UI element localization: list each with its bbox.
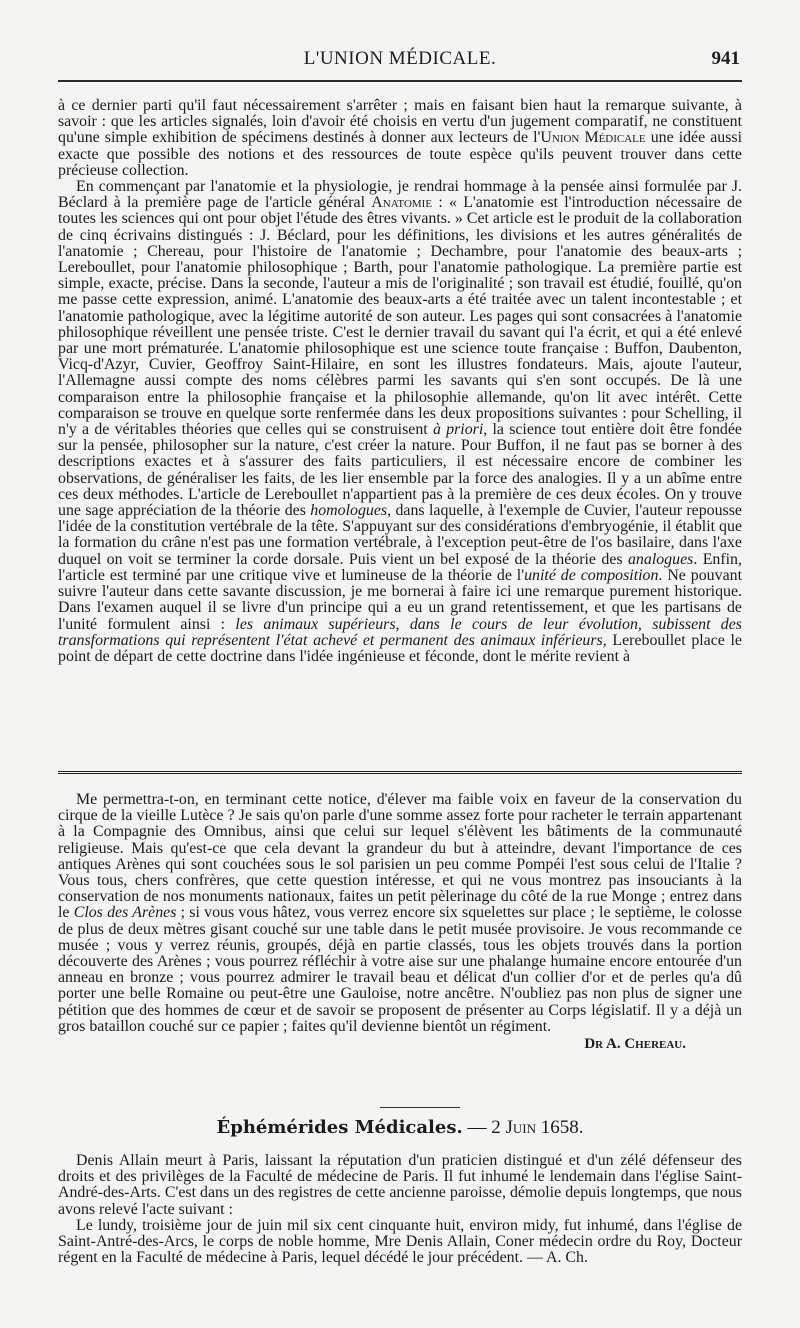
text-span: : « L'anatomie est l'introduction nécessaire de toutes les sciences qui ont pour objet l'étude des êtres vivants. » Cet article est le produit de la collaboration de cinq écrivains distingués : J. Béclard, pour les définitions, les divisions et les autres généralités de l'anatomie ; Chereau, pour l'histoire de l'anatomie ; Dechambre, pour l'anatomie des beaux-arts ; Lereboullet, pour l'anatomie philosophique ; Barth, pour l'anatomie pathologique. La première partie est simple, exacte, précise. Dans la seconde, l'auteur a mis de l'originalité ; son travail est étudié, fouillé, qu'on me passe cette expression, animé. L'anatomie des beaux-arts a été traitée avec un talent incontestable ; et l'anatomie pathologique, avec la légitime autorité de son auteur. Les pages qui sont consacrées à l'anatomie philosophique réveillent une pensée triste. C'est le dernier travail du savant qui l'a écrit, et qui a été enlevé par une mort prématurée. L'anatomie philosophique est une science toute française : Buffon, Daubenton, Vicq-d'Azyr, Cuvier, Geoffroy Saint-Hilaire, en sont les illustres fondateurs. Mais, ajoute l'auteur, l'Allemagne aussi compte des noms célèbres parmi les savants qui s'en sont occupés. De là une comparaison entre la philosophie française et la philosophie allemande, qu'on lit avec intérêt. Cette comparaison se trouve en quelque sorte renfermée dans les deux propositions suivantes : pour Schelling, il n'y a de véritables théories que celles qui se construisent — [58, 194, 743, 439]
page-header — [60, 46, 740, 76]
section-rule — [380, 1107, 460, 1108]
feuilleton-separator — [58, 771, 742, 777]
feuilleton-column — [58, 792, 742, 1052]
article-paragraph — [58, 179, 742, 665]
ephemerides-heading — [58, 1117, 742, 1139]
italic-term: homologues — [310, 502, 388, 520]
text-span: , la science tout entière doit être fondée sur la pensée, philosopher sur la nature, c'est créer la nature. Pour Buffon, il ne faut pas se borner à des descriptions exactes et à s'assurer des faits particuliers, il est nécessaire encore de combiner les observations, de généraliser les faits, de les lier ensemble par la force des analogies. Il y a un abîme entre ces deux méthodes. L'article de Lereboullet n'appartient pas à la première de ces deux écoles. On y trouve une sage appréciation de la théorie des — [58, 421, 742, 520]
text-span: Me permettra-t-on, en terminant cette notice, d'élever ma faible voix en faveur de la conservation du cirque de la vieille Lutèce ? Je sais qu'on parle d'une somme assez forte pour racheter le terrain appartenant à la Compagnie des Omnibus, ainsi que celui sur lequel s'élèvent les bâtiments de la communauté religieuse. Mais qu'est-ce que cela devant la grandeur du but à atteindre, devant l'importance de ces antiques Arènes qui sont couchées sous le sol parisien un peu comme Pompéi l'est sous celui de l'Italie ? Vous tous, chers confrères, que cette question intéresse, et qui ne vous montrez pas insouciants à la conservation de nos monuments nationaux, faites un petit pèlerinage du côté de la rue Monge ; entrez dans le — [58, 791, 742, 922]
heading-dash: — 2 — [462, 1117, 506, 1138]
heading-month: Juin — [505, 1117, 536, 1138]
journal-name: Union Médicale — [540, 129, 646, 147]
ephemerides-paragraph: Le lundy, troisième jour de juin mil six cent cinquante huit, environ midy, fut inhumé, dans l'église de Saint-Antré-des-Arcs, le corps de noble homme, Mre Denis Allain, Coner médecin ordre du Roy, Docteur régent en la Faculté de médecine à Paris, lequel décédé le jour précédent. — A. Ch. — [58, 1216, 742, 1267]
italic-term: à priori — [432, 421, 484, 439]
text-span: . Enfin, l'article est terminé par une critique vive et lumineuse de la théorie de l' — [58, 550, 742, 584]
text-span: ; si vous vous hâtez, vous verrez encore six squelettes sur place ; le septième, le colosse de plus de deux mètres gisant couché sur une table dans le petit musée provisoire. Je vous recommande ce musée ; vous y verrez réunis, groupés, déjà en partie classés, tous les objets trouvés dans la portion découverte des Arènes ; vous pourrez réfléchir à votre aise sur une phalange humaine encore entourée d'un anneau en bronze ; vous pourrez admirer le travail beau et délicat d'un collier d'or et de perles qu'a dû porter une belle Romaine ou peut-être une Gauloise, notre ancêtre. N'oubliez pas non plus de signer une pétition que des hommes de cœur et de savoir se proposent de présenter au Corps législatif. Il y a déjà un gros bataillon couché sur ce papier ; faites qu'il devienne bientôt un régiment. — [58, 904, 742, 1035]
italic-term: analogues — [627, 550, 694, 568]
text-span: , Lereboullet place le point de départ de cette doctrine dans l'idée ingénieuse et féconde, dont le mérite revient à — [58, 631, 742, 665]
running-head: L'UNION MÉDICALE. — [303, 48, 497, 69]
italic-term: Clos des Arènes — [73, 904, 177, 922]
text-span: . Ne pouvant suivre l'auteur dans cette savante discussion, je me bornerai à faire ici une remarque purement historique. Dans l'examen auquel il se livre d'un principe qui a eu un grand retentissement, et que les partisans de l'unité formulent ainsi : — [58, 566, 742, 633]
article-paragraph — [58, 98, 742, 179]
article-column — [58, 98, 742, 665]
header-rule — [58, 80, 742, 82]
heading-year: 1658. — [535, 1117, 584, 1138]
text-span: à ce dernier parti qu'il faut nécessairement s'arrêter ; mais en faisant bien haut la remarque suivante, à savoir : que les articles signalés, loin d'avoir été choisis en vertu d'un jugement comparatif, ne constituent qu'une simple exhibition de spécimens destinés à donner aux lecteurs de l' — [58, 97, 742, 147]
text-span: une idée aussi exacte que possible des notions et des ressources de toute espèce qu'ils peuvent trouver dans cette précieuse collection. — [58, 129, 743, 179]
ephemerides-paragraph: Denis Allain meurt à Paris, laissant la réputation d'un praticien distingué et d'un zélé défenseur des droits et des privilèges de la Faculté de médecine de Paris. Il fut inhumé le lendemain dans l'église Saint-André-des-Arts. C'est dans un des registres de cette ancienne paroisse, démolie depuis longtemps, que nous avons relevé l'acte suivant : — [58, 1152, 742, 1218]
italic-quote: les animaux supérieurs, dans le cours de leur évolution, subissent des transformations qui représentent l'état achevé et permanent des animaux inférieurs — [58, 615, 742, 649]
ephemerides-title: Éphémérides Médicales. — [216, 1117, 463, 1138]
article-title-ref: Anatomie — [371, 194, 433, 212]
italic-term: unité de composition — [524, 566, 659, 584]
author-signature: Dr A. Chereau. — [584, 1036, 686, 1053]
feuilleton-paragraph — [58, 792, 742, 1035]
text-span: En commençant par l'anatomie et la physiologie, je rendrai hommage à la pensée ainsi formulée par J. Béclard à la première page de l'article général — [58, 178, 742, 212]
page-number: 941 — [711, 48, 740, 69]
ephemerides-column — [58, 1153, 742, 1266]
text-span: , dans laquelle, à l'exemple de Cuvier, l'auteur repousse l'idée de la constitution vertébrale de la tête. S'appuyant sur des considérations d'embryogénie, il établit que la formation du crâne n'est pas une formation vertébrale, à l'exception peut-être de l'os basilaire, dans l'axe duquel on voit se terminer la corde dorsale. Puis vient un bel exposé de la théorie des — [58, 502, 742, 568]
